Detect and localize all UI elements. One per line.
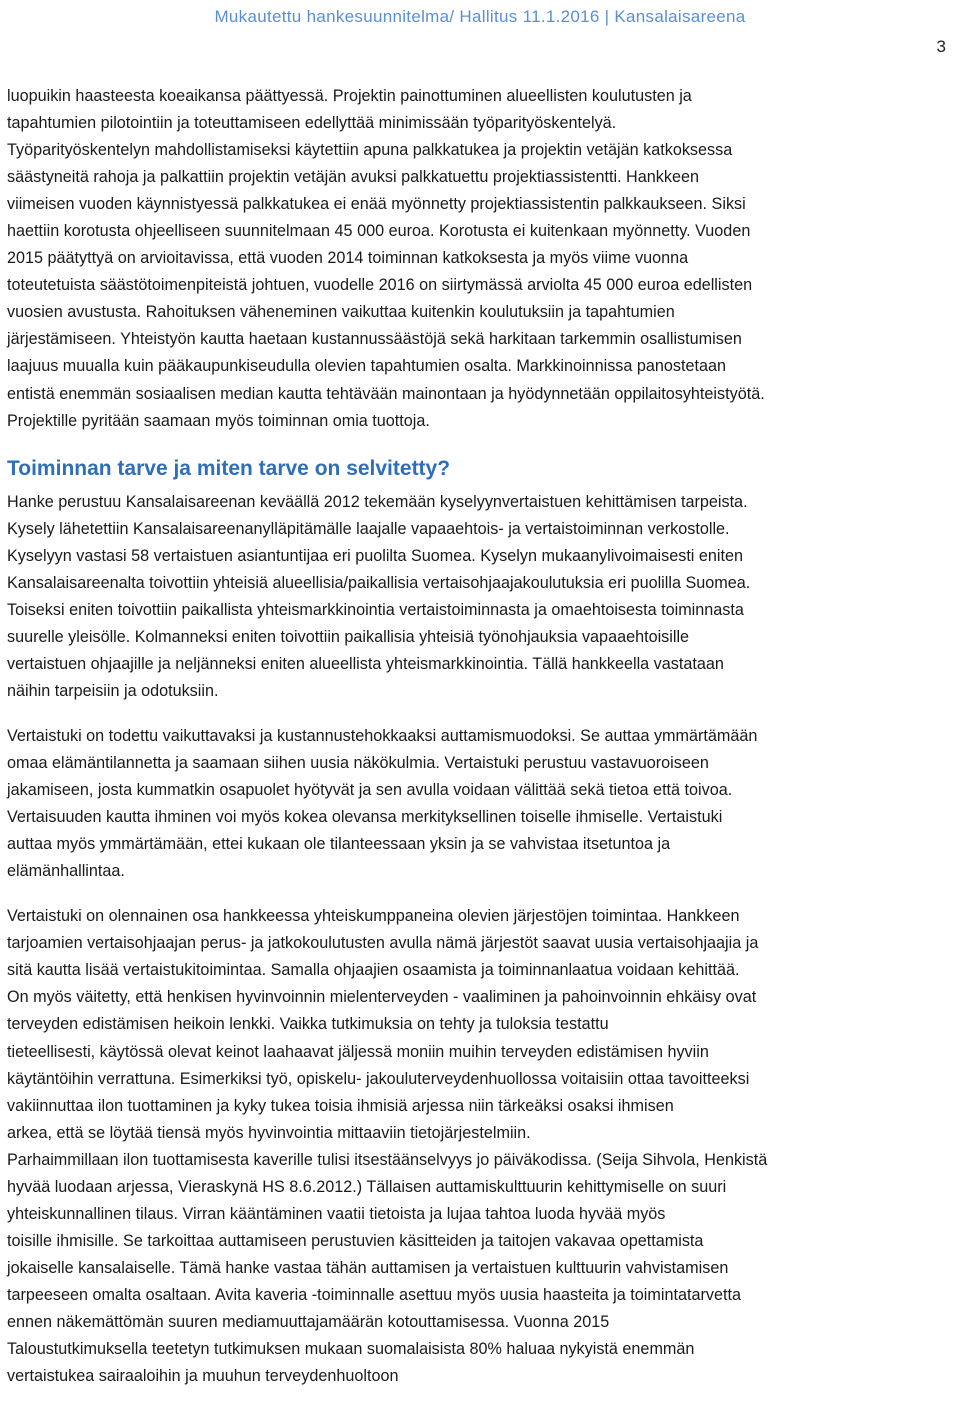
text-line: säästyneitä rahoja ja palkattiin projektin vetäjän avuksi palkkatuettu projektiassistentti. Hankkeen [7,168,699,187]
text-line: arkea, että se löytää tiensä myös hyvinvointia mittaaviin tietojärjestelmiin. [7,1123,531,1142]
running-header: Mukautettu hankesuunnitelma/ Hallitus 11.1.2016 | Kansalaisareena [214,7,746,26]
text-line: tieteellisesti, käytössä olevat keinot laahaavat jäljessä moniin muihin terveyden edistämisen hyviin [7,1042,709,1061]
text-line: Toiseksi eniten toivottiin paikallista yhteismarkkinointia vertaistoiminnasta ja omaehtoisesta toiminnasta [7,600,744,619]
text-line: hyvää luodaan arjessa, Vieraskynä HS 8.6.2012.) Tällaisen auttamiskulttuurin kehittymiselle on suuri [7,1177,727,1196]
page-number: 3 [936,37,946,56]
text-line: Projektille pyritään saamaan myös toiminnan omia tuottoja. [7,411,430,430]
section-heading: Toiminnan tarve ja miten tarve on selvitetty? [7,456,451,480]
text-line: Työparityöskentelyn mahdollistamiseksi käytettiin apuna palkkatukea ja projektin vetäjän katkoksessa [7,141,733,160]
text-line: omaa elämäntilannetta ja saamaan siihen uusia näkökulmia. Vertaistuki perustuu vastavuoroiseen [7,754,709,773]
text-line: vakiinnuttaa ilon tuottaminen ja kyky tukea toisia ihmisiä arjessa niin tärkeäksi osaksi ihmisen [7,1096,674,1115]
text-line: toteutetuista säästötoimenpiteistä johtuen, vuodelle 2016 on siirtymässä arviolta 45 000 euroa edellisten [7,276,753,295]
text-line: Vertaistuki on todettu vaikuttavaksi ja kustannustehokkaaksi auttamismuodoksi. Se auttaa ymmärtämään [7,726,758,745]
text-line: luopuikin haasteesta koeaikansa päättyessä. Projektin painottuminen alueellisten koulutusten ja [7,87,692,105]
text-line: entistä enemmän sosiaalisen median kautta tehtävään mainontaan ja hyödynnetään oppilaitosyhteistyötä. [7,384,765,403]
text-line: vuosien avustusta. Rahoituksen väheneminen vaikuttaa kuitenkin koulutuksiin ja tapahtumien [7,303,675,322]
text-line: Taloustutkimuksella teetetyn tutkimuksen mukaan suomalaisista 80% haluaa nykyistä enemmän [7,1340,695,1359]
text-line: auttaa myös ymmärtämään, ettei kukaan ole tilanteessaan yksin ja se vahvistaa itsetuntoa ja [7,835,671,854]
text-line: suurelle yleisölle. Kolmanneksi eniten toivottiin paikallisia yhteisiä työnohjauksia vapaaehtoisille [7,627,690,646]
text-line: vertaistukea sairaaloihin ja muuhun terveydenhuoltoon [7,1367,399,1386]
text-line: elämänhallintaa. [7,862,125,881]
paragraph-gap [7,705,953,723]
text-line: tarpeeseen omalta osaltaan. Avita kaveria -toiminnalle asettuu myös uusia haasteita ja toimintatarvetta [7,1285,741,1304]
text-line: Kansalaisareenalta toivottiin yhteisiä alueellisia/paikallisia vertaisohjaajakoulutuksia eri puolilla Suomea. [7,573,751,592]
text-line: tapahtumien pilotointiin ja toteuttamiseen edellyttää minimissään työparityöskentelyä. [7,114,617,133]
text-line: käytäntöihin verrattuna. Esimerkiksi työ, opiskelu- jakouluterveydenhuollossa voitaisiin ottaa tavoitteeksi [7,1069,750,1088]
text-line: Hanke perustuu Kansalaisareenan keväällä 2012 tekemään kyselyynvertaistuen kehittämisen tarpeista. [7,492,748,511]
text-line: Parhaimmillaan ilon tuottamisesta kaverille tulisi itsestäänselvyys jo päiväkodissa. (Seija Sihvola, Henkistä [7,1150,768,1169]
paragraph-peer-support [7,723,953,885]
text-line: jakamiseen, josta kummatkin osapuolet hyötyvät ja sen avulla voidaan välittää sekä tietoa että toivoa. [7,781,733,800]
paragraph-organizations [7,903,953,1390]
text-line: tarjoamien vertaisohjaajan perus- ja jatkokoulutusten avulla nämä järjestöt saavat uusia vertaisohjaajia ja [7,934,759,953]
text-line: Vertaisuuden kautta ihminen voi myös kokea olevansa merkityksellinen toiselle ihmiselle. Vertaistuki [7,808,723,827]
document-body [7,83,953,1390]
paragraph-gap [7,885,953,903]
text-line: sitä kautta lisää vertaistukitoimintaa. Samalla ohjaajien osaamista ja toiminnanlaatua voidaan kehittää. [7,961,740,980]
text-line: vertaistuen ohjaajille ja neljänneksi eniten alueellista yhteismarkkinointia. Tällä hankkeella vastataan [7,654,724,673]
text-line: ennen näkemättömän suuren mediamuuttajamäärän kotouttamisessa. Vuonna 2015 [7,1312,610,1331]
text-line: näihin tarpeisiin ja odotuksiin. [7,681,219,700]
text-line: 2015 päätyttyä on arvioitavissa, että vuoden 2014 toiminnan katkoksesta ja myös viime vuonna [7,249,689,268]
text-line: viimeisen vuoden käynnistyessä palkkatukea ei enää myönnetty projektiassistentin palkkaukseen. Siksi [7,195,746,214]
text-line: On myös väitetty, että henkisen hyvinvoinnin mielenterveyden - vaaliminen ja pahoinvoinnin ehkäisy ovat [7,988,757,1007]
text-line: järjestämiseen. Yhteistyön kautta haetaan kustannussäästöjä sekä harkitaan tarkemmin osallistumisen [7,330,742,349]
paragraph-funding [7,83,953,435]
text-line: laajuus muualla kuin pääkaupunkiseudulla olevien tapahtumien osalta. Markkinoinnissa panostetaan [7,357,727,376]
text-line: terveyden edistämisen heikoin lenkki. Vaikka tutkimuksia on tehty ja tuloksia testattu [7,1015,609,1034]
text-line: Kysely lähetettiin Kansalaisareenanylläpitämälle laajalle vapaaehtois- ja vertaistoiminnan verkostolle. [7,519,730,538]
text-line: haettiin korotusta ohjeelliseen suunnitelmaan 45 000 euroa. Korotusta ei kuitenkaan myönnetty. Vuoden [7,222,751,241]
text-line: yhteiskunnallinen tilaus. Virran kääntäminen vaatii tietoista ja lujaa tahtoa luoda hyvää myös [7,1204,666,1223]
text-line: Kyselyyn vastasi 58 vertaistuen asiantuntijaa eri puolilta Suomea. Kyselyn mukaanylivoimaisesti eniten [7,546,744,565]
paragraph-survey [7,489,953,705]
text-line: jokaiselle kansalaiselle. Tämä hanke vastaa tähän auttamisen ja vertaistuen kulttuurin vahvistamisen [7,1258,729,1277]
text-line: toisille ihmisille. Se tarkoittaa auttamiseen perustuvien käsitteiden ja taitojen vakavaa opettamista [7,1231,704,1250]
text-line: Vertaistuki on olennainen osa hankkeessa yhteiskumppaneina olevien järjestöjen toimintaa. Hankkeen [7,907,740,926]
